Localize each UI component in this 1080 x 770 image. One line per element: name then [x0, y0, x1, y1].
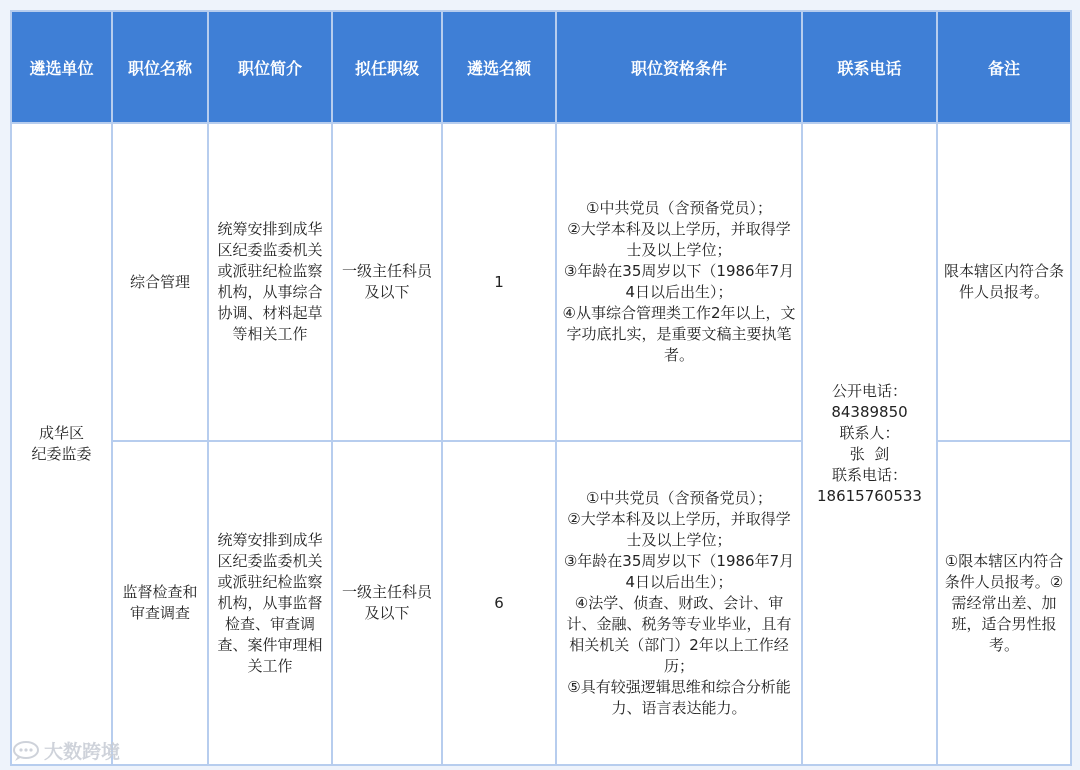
remark-cell: ①限本辖区内符合条件人员报考。②需经常出差、加班，适合男性报考。 — [937, 441, 1071, 765]
header-quota: 遴选名额 — [442, 11, 556, 123]
requirement-item: ①中共党员（含预备党员）； — [586, 199, 772, 217]
contact-line: 84389850 — [831, 403, 908, 421]
header-remark: 备注 — [937, 11, 1071, 123]
header-position: 职位名称 — [112, 11, 208, 123]
requirement-item: ②大学本科及以上学历，并取得学士及以上学位； — [567, 220, 791, 259]
header-requirements: 职位资格条件 — [556, 11, 802, 123]
contact-line: 联系人： — [839, 424, 900, 442]
header-grade: 拟任职级 — [332, 11, 442, 123]
table-header-row — [11, 11, 1071, 123]
watermark-text: 大数跨境 — [44, 741, 121, 763]
requirement-item: ①中共党员（含预备党员）； — [586, 488, 772, 507]
header-unit: 遴选单位 — [11, 11, 112, 123]
grade-cell: 一级主任科员及以下 — [332, 123, 442, 441]
contact-cell — [802, 123, 937, 765]
requirement-item: ③年龄在35周岁以下（1986年7月4日以后出生）； — [563, 551, 795, 591]
contact-line: 联系电话： — [831, 466, 907, 484]
grade-cell: 一级主任科员及以下 — [332, 441, 442, 765]
requirements-cell — [556, 441, 802, 765]
watermark — [12, 737, 120, 764]
position-cell: 监督检查和审查调查 — [112, 441, 208, 765]
intro-cell: 统筹安排到成华区纪委监委机关或派驻纪检监察机构，从事综合协调、材料起草等相关工作 — [208, 123, 332, 441]
contact-line: 18615760533 — [817, 487, 922, 505]
table-row — [11, 123, 1071, 441]
requirement-item: ②大学本科及以上学历，并取得学士及以上学位； — [567, 509, 791, 549]
position-cell: 综合管理 — [112, 123, 208, 441]
remark-cell: 限本辖区内符合条件人员报考。 — [937, 123, 1071, 441]
intro-cell: 统筹安排到成华区纪委监委机关或派驻纪检监察机构，从事监督检查、审查调查、案件审理相关工作 — [208, 441, 332, 765]
requirements-cell — [556, 123, 802, 441]
requirement-item: ④从事综合管理类工作2年以上，文字功底扎实，是重要文稿主要执笔者。 — [562, 304, 796, 364]
quota-cell: 6 — [442, 441, 556, 765]
chat-bubble-icon — [12, 740, 40, 762]
unit-cell: 成华区 纪委监委 — [11, 123, 112, 765]
recruitment-table — [10, 10, 1072, 766]
requirement-item: ④法学、侦查、财政、会计、审计、金融、税务等专业毕业，且有相关机关（部门）2年以上工作经历； — [566, 593, 792, 675]
header-contact: 联系电话 — [802, 11, 937, 123]
contact-line: 张 剑 — [849, 445, 890, 463]
requirement-item: ③年龄在35周岁以下（1986年7月4日以后出生）； — [563, 262, 795, 301]
requirement-item: ⑤具有较强逻辑思维和综合分析能力、语言表达能力。 — [567, 677, 791, 717]
header-intro: 职位简介 — [208, 11, 332, 123]
quota-cell: 1 — [442, 123, 556, 441]
contact-line: 公开电话： — [831, 382, 907, 400]
